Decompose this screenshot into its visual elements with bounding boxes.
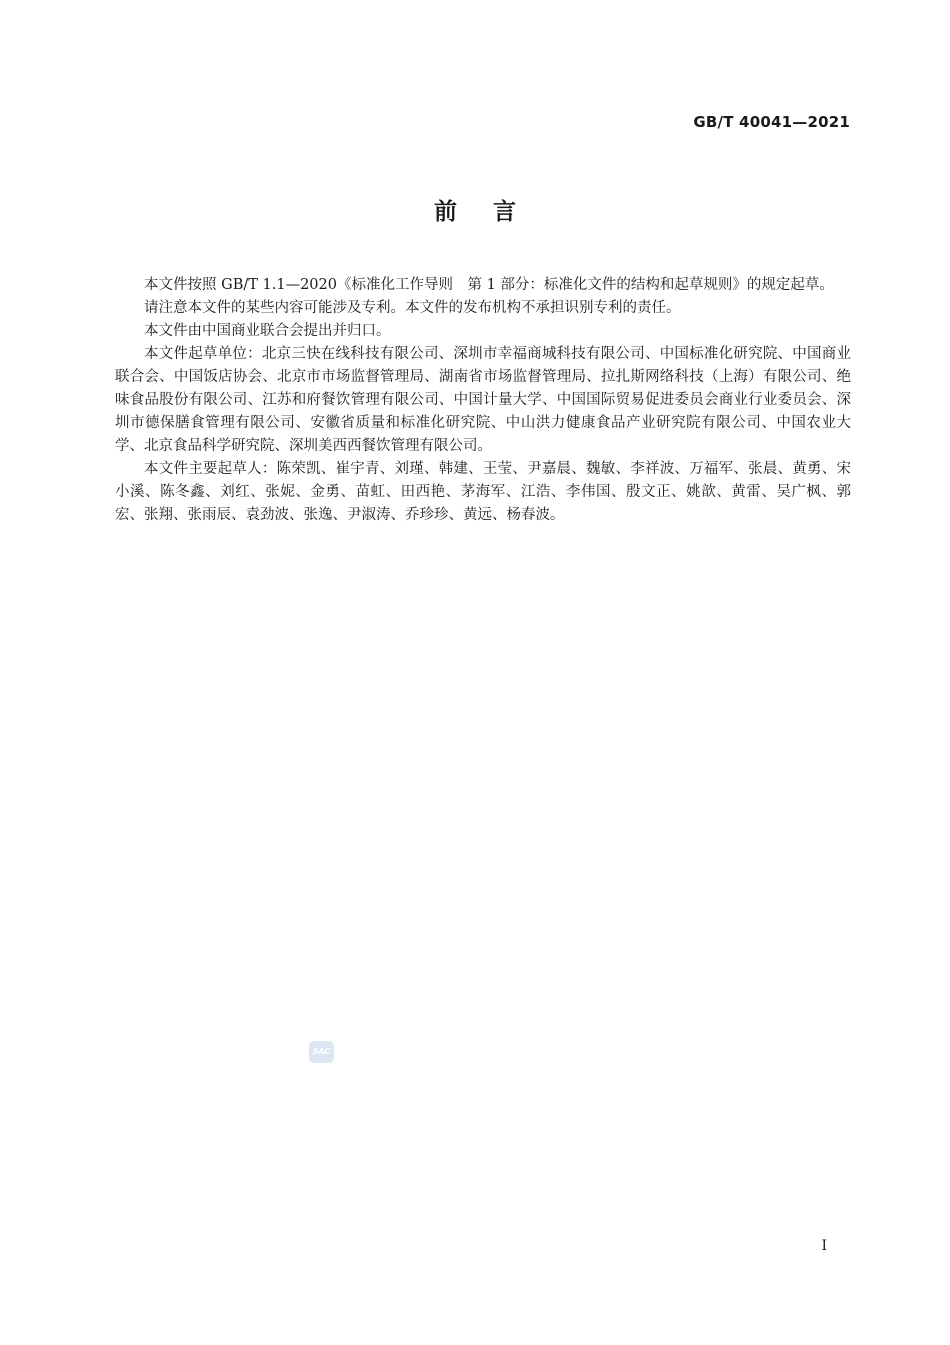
- paragraph-patent-notice: 请注意本文件的某些内容可能涉及专利。本文件的发布机构不承担识别专利的责任。: [144, 300, 681, 316]
- document-number: GB/T 40041—2021: [693, 113, 850, 131]
- paragraph-drafting-units: 本文件起草单位：北京三快在线科技有限公司、深圳市幸福商城科技有限公司、中国标准化研究院、中国商业联合会、中国饭店协会、北京市市场监督管理局、湖南省市场监督管理局、拉扎斯网络科技（上海）有限公司、绝味食品股份有限公司、江苏和府餐饮管理有限公司、中国计量大学、中国国际贸易促进委员会商业行业委员会、深圳市德保膳食管理有限公司、安徽省质量和标准化研究院、中山洪力健康食品产业研究院有限公司、中国农业大学、北京食品科学研究院、深圳美西西餐饮管理有限公司。: [115, 346, 851, 454]
- page-title: 前言: [434, 199, 552, 225]
- paragraph-drafters: 本文件主要起草人：陈荣凯、崔宇青、刘瑾、韩建、王莹、尹嘉晨、魏敏、李祥波、万福军、张晨、黄勇、宋小溪、陈冬鑫、刘红、张妮、金勇、苗虹、田西艳、茅海军、江浩、李伟国、殷文正、姚歆、黄雷、吴广枫、郭宏、张翔、张雨辰、袁劲波、张逸、尹淑涛、乔珍珍、黄远、杨春波。: [115, 461, 851, 523]
- paragraph-drafting-basis: 本文件按照 GB/T 1.1—2020《标准化工作导则 第 1 部分：标准化文件的结构和起草规则》的规定起草。: [144, 277, 834, 293]
- page-number: I: [821, 1238, 827, 1254]
- paragraph-proposer: 本文件由中国商业联合会提出并归口。: [144, 323, 391, 339]
- sac-watermark-logo: SAC: [309, 1041, 334, 1063]
- foreword-body: [115, 274, 851, 527]
